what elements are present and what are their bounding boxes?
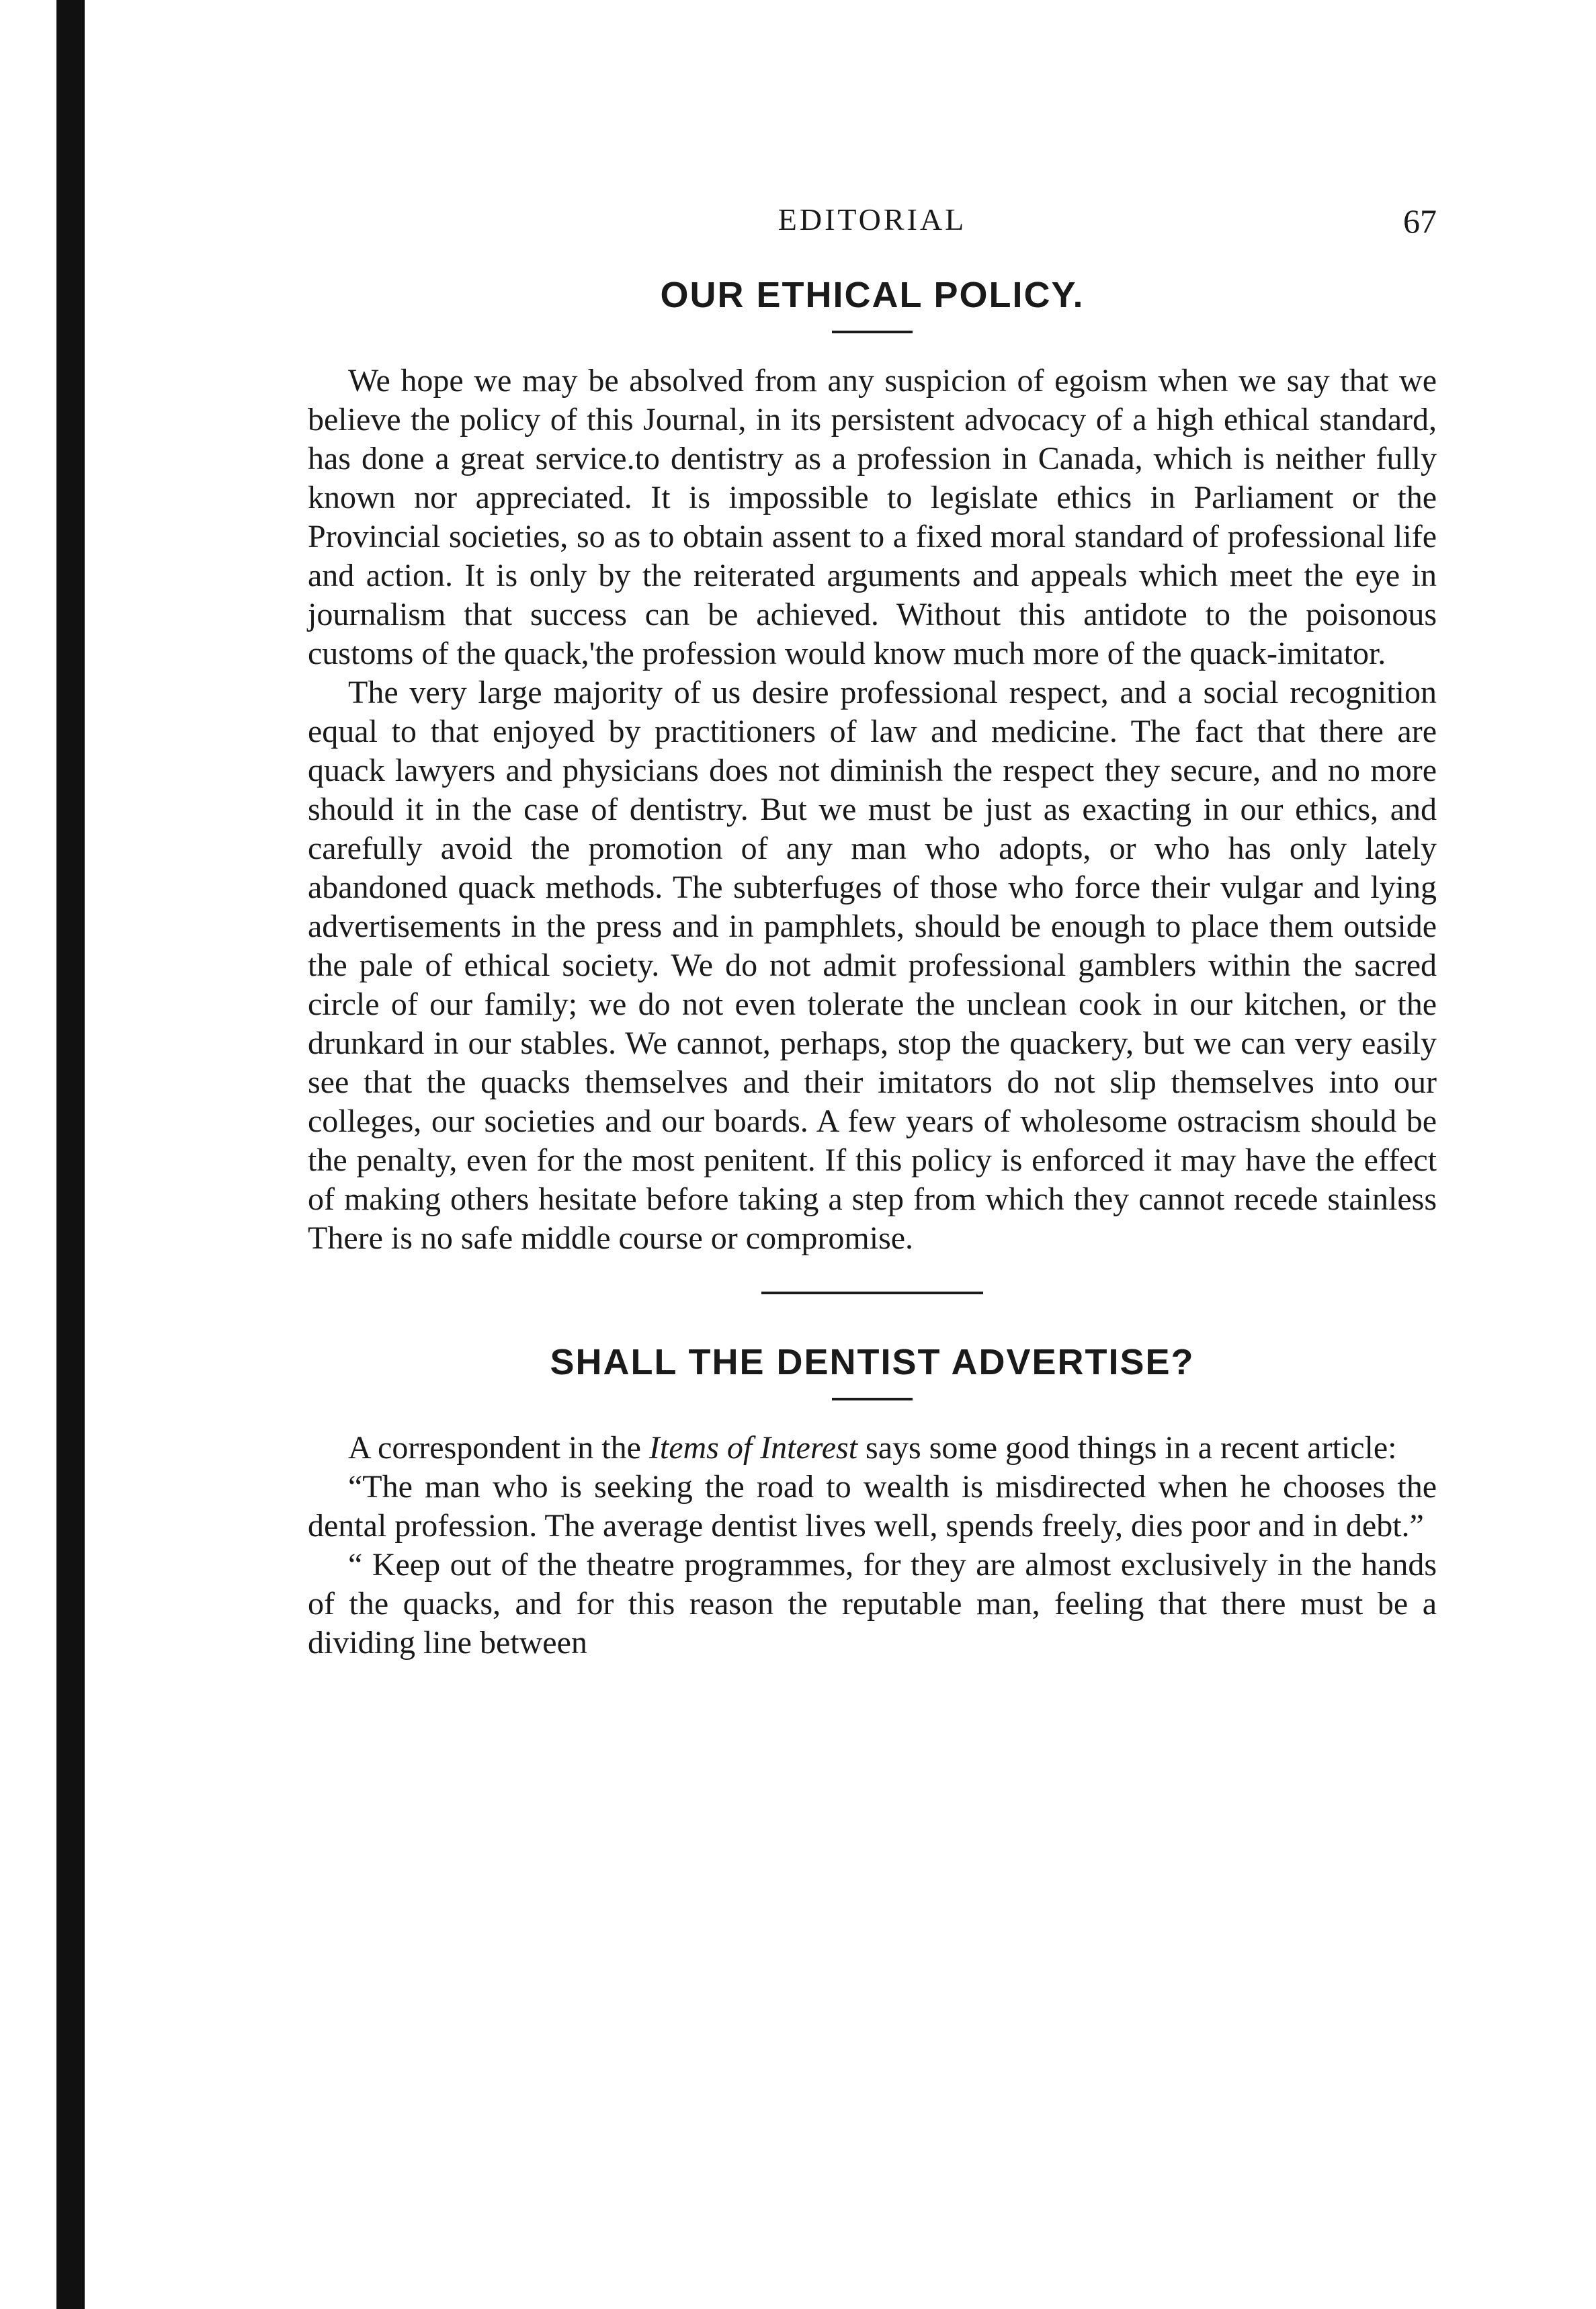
title-rule: [832, 1398, 913, 1400]
book-page: [308, 202, 1437, 1663]
article-title: OUR ETHICAL POLICY.: [660, 275, 1085, 315]
paragraph: The very large majority of us desire professional respect, and a social recognition equal to that enjoyed by practitioners of law and medicine. The fact that there are quack lawyers and physicians does not diminish the respect they secure, and no more should it in the case of dentistry. But we must be just as exacting in our ethics, and carefully avoid the promotion of any man who adopts, or who has only lately abandoned quack methods. The subterfuges of those who force their vulgar and lying advertisements in the press and in pamphlets, should be enough to place them outside the pale of ethical society. We do not admit professional gamblers within the sacred circle of our family; we do not even tolerate the unclean cook in our kitchen, or the drunkard in our stables. We cannot, perhaps, stop the quackery, but we can very easily see that the quacks themselves and their imitators do not slip themselves into our colleges, our societies and our boards. A few years of wholesome ostracism should be the penalty, even for the most penitent. If this policy is enforced it may have the effect of making others hesitate before taking a step from which they cannot recede stainless There is no safe middle course or compromise.: [308, 675, 1437, 1256]
intro-text-before: A correspondent in the: [348, 1430, 649, 1466]
title-rule: [832, 331, 913, 333]
book-binding-edge: [56, 0, 85, 2309]
quote-paragraph: “The man who is seeking the road to wealth is misdirected when he chooses the dental profession. The average dentist lives well, spends freely, dies poor and in debt.”: [308, 1469, 1437, 1544]
article-shall-dentist-advertise: [308, 1341, 1437, 1663]
quote-paragraph: “ Keep out of the theatre programmes, for they are almost exclusively in the hands of the quacks, and for this reason the reputable man, feeling that there must be a dividing line between: [308, 1547, 1437, 1661]
page-number: 67: [1403, 202, 1437, 240]
intro-text-after: says some good things in a recent article:: [857, 1430, 1397, 1466]
running-head: [308, 202, 1437, 255]
article-title: SHALL THE DENTIST ADVERTISE?: [550, 1342, 1195, 1382]
article-ethical-policy: [308, 274, 1437, 1258]
publication-name: Items of Interest: [648, 1430, 858, 1466]
intro-paragraph: [308, 1429, 1437, 1468]
paragraph: We hope we may be absolved from any suspicion of egoism when we say that we believe the policy of this Journal, in its persistent advocacy of a high ethical standard, has done a great service.to dentistry as a profession in Canada, which is neither fully known nor appreciated. It is impossible to legislate ethics in Parliament or the Provincial societies, so as to obtain assent to a fixed moral standard of professional life and action. It is only by the reiterated arguments and appeals which meet the eye in journalism that success can be achieved. Without this antidote to the poisonous customs of the quack,'the profession would know much more of the quack-imitator.: [308, 363, 1437, 671]
section-divider: [761, 1292, 983, 1294]
running-head-title: EDITORIAL: [778, 202, 967, 237]
